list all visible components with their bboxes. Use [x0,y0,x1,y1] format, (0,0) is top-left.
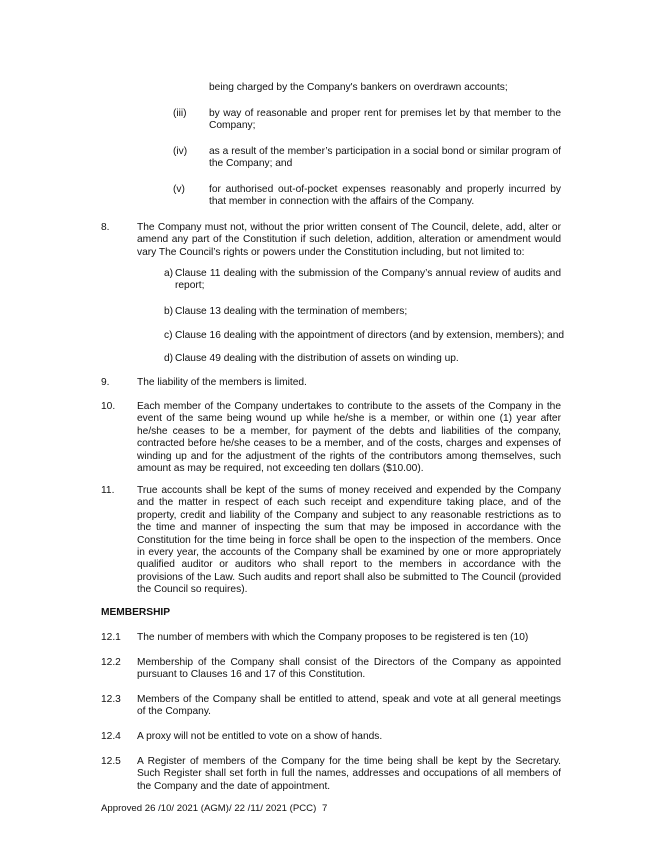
clause-text: The liability of the members is limited. [137,377,307,388]
clause-text: True accounts shall be kept of the sums of money received and expended by the Company and the matter in respect of each such receipt and expenditure taking place, and of the property, credit and liability of the Company and subject to any reasonable restrictions as to the time and manner of inspecting the sum that may be imposed in accordance with the Constitution for the time being in force shall be open to the inspection of the members. Once in every year, the accounts of the Company shall be examined by one or more appropriately qualified auditor or auditors who shall report to the members in accordance with the provisions of the Law. Such audits and report shall also be submitted to The Council (provided the Council so requires). [137,485,561,596]
list-label: b) [164,306,174,317]
clause-number: 9. [101,377,110,388]
sub-item-label: (v) [173,184,185,195]
sub-item-label: (iii) [173,108,187,119]
clause-number: 12.2 [101,657,121,668]
list-item: Clause 11 dealing with the submission of the Company’s annual review of audits and report; [175,268,561,292]
sub-item-text: for authorised out-of-pocket expenses reasonably and properly incurred by that member in connection with the affairs of the Company. [209,184,561,208]
sub-item-text: by way of reasonable and proper rent for premises let by that member to the Company; [209,108,561,132]
clause-text: Members of the Company shall be entitled to attend, speak and vote at all general meetings of the Company. [137,694,561,718]
clause-text: The number of members with which the Company proposes to be registered is ten (10) [137,632,529,643]
clause-text: The Company must not, without the prior written consent of The Council, delete, add, alter or amend any part of the Constitution if such deletion, addition, alteration or amendment would vary The Council’s rights or powers under the Constitution including, but not limited to: [137,222,561,258]
list-label: c) [164,330,173,341]
list-item: Clause 13 dealing with the termination of members; [175,306,408,317]
clause-number: 10. [101,401,116,412]
clause-text: A proxy will not be entitled to vote on a show of hands. [137,731,383,742]
sub-item-text: as a result of the member’s participation in a social bond or similar program of the Company; and [209,146,561,170]
clause-text: Each member of the Company undertakes to contribute to the assets of the Company in the event of the same being wound up while he/she is a member, or within one (1) year after he/she ceases to be a member, for payment of the debts and liabilities of the company, contracted before he/she ceases to be a member, and of the costs, charges and expenses of winding up and for the adjustment of the rights of the contributors among themselves, such amount as may be required, not exceeding ten dollars ($10.00). [137,401,561,475]
sub-item-label: (iv) [173,146,188,157]
clause-text: Membership of the Company shall consist of the Directors of the Company as appointed pursuant to Clauses 16 and 17 of this Constitution. [137,657,561,681]
clause-number: 12.4 [101,731,121,742]
clause-number: 12.5 [101,756,121,767]
clause-text: A Register of members of the Company for the time being shall be kept by the Secretary. Such Register shall set forth in full the names, addresses and occupations of all members of the Company and the date of appointment. [137,756,561,792]
clause-number: 12.1 [101,632,121,643]
continuation-line: being charged by the Company's bankers on overdrawn accounts; [209,82,508,93]
list-label: a) [164,268,174,279]
page-number: 7 [322,803,328,814]
approval-note: Approved 26 /10/ 2021 (AGM)/ 22 /11/ 2021 (PCC) [101,803,317,814]
list-item: Clause 49 dealing with the distribution of assets on winding up. [175,353,459,364]
list-item: Clause 16 dealing with the appointment of directors (and by extension, members); and [175,330,565,341]
clause-number: 11. [101,485,115,496]
clause-number: 8. [101,222,110,233]
clause-number: 12.3 [101,694,121,705]
section-heading: MEMBERSHIP [101,607,171,618]
list-label: d) [164,353,174,364]
